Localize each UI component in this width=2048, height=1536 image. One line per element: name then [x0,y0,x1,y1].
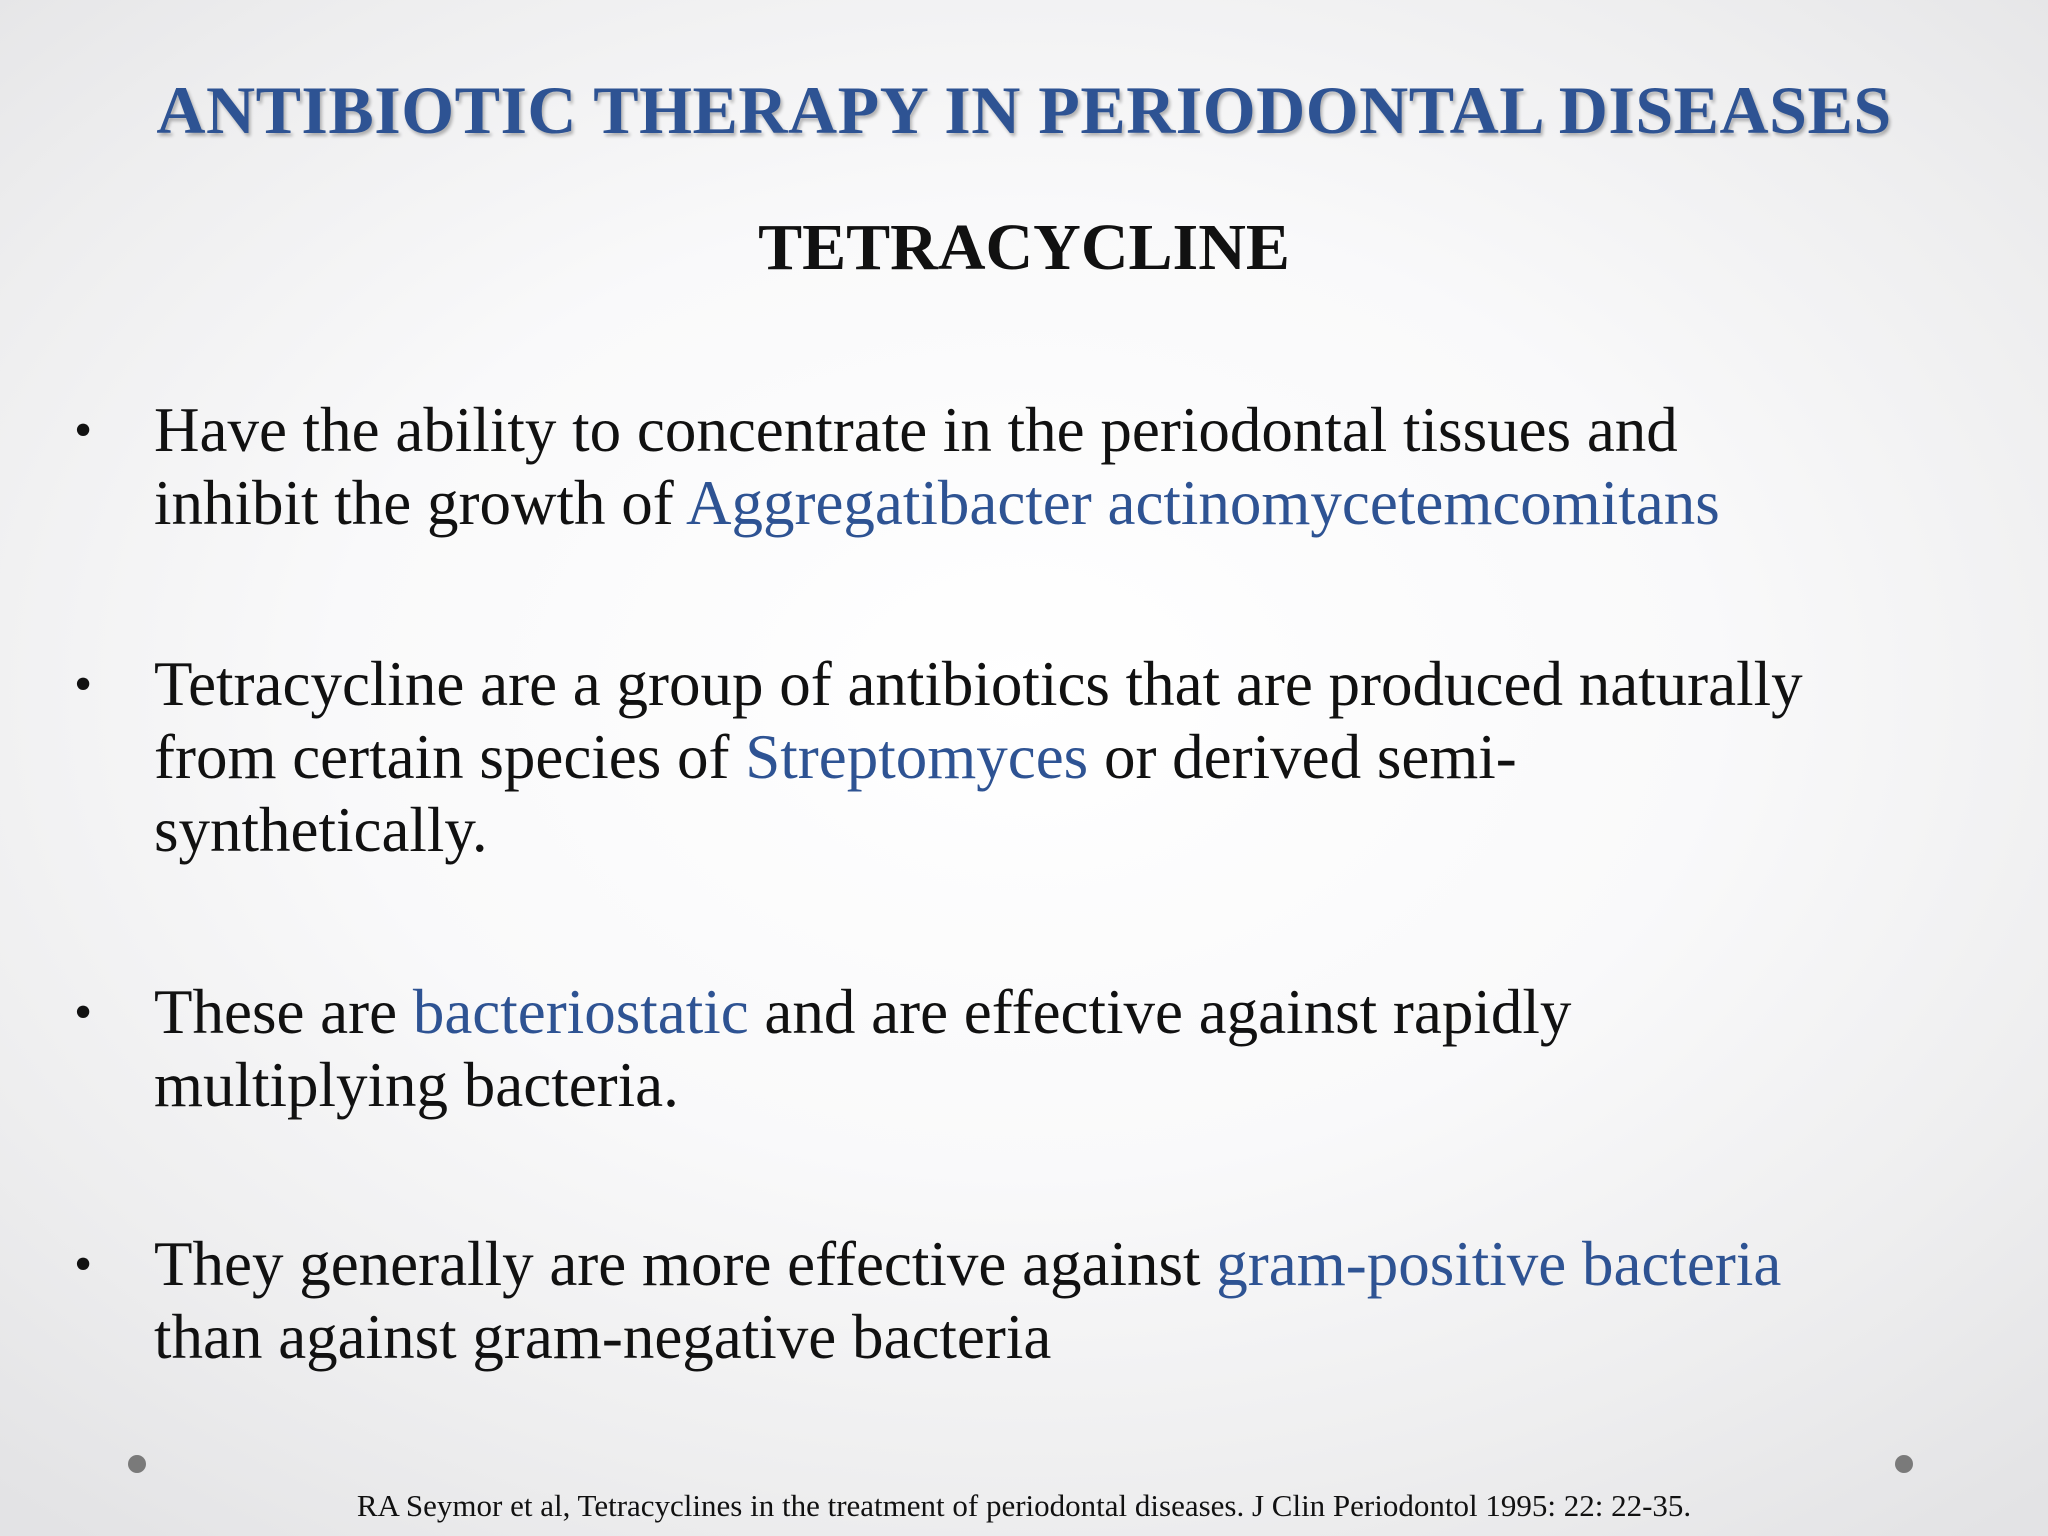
bullet-dot-icon: • [74,402,93,459]
bullet-dot-icon: • [74,656,93,713]
bullet-text-segment: They generally are more effective against [154,1229,1217,1299]
bullet-line: multiplying bacteria. [154,1050,679,1120]
bullet-line: Have the ability to concentrate in the periodontal tissues and [154,395,1678,465]
bullet-line [154,1228,2014,1301]
highlighted-term: Aggregatibacter actinomycetemcomitans [685,468,1720,538]
highlighted-term: Streptomyces [745,722,1089,792]
bullet-text-segment: inhibit the growth of [154,468,686,538]
highlighted-term: gram-positive bacteria [1216,1229,1782,1299]
bullet-line [154,721,2014,794]
bullet-text-segment: and are effective against rapidly [748,977,1572,1047]
bullet-line [154,976,2014,1049]
citation-footer: RA Seymor et al, Tetracyclines in the treatment of periodontal diseases. J Clin Periodontol 1995: 22: 22-35. [356,1488,1692,1523]
slide-subtitle: TETRACYCLINE [758,211,1290,284]
bullet-line: Tetracycline are a group of antibiotics that are produced naturally [154,649,1803,719]
bullet-text-segment: from certain species of [154,722,746,792]
highlighted-term: bacteriostatic [412,977,749,1047]
bullet-text-segment: These are [154,977,413,1047]
bullet-dot-icon: • [74,1236,93,1293]
decorative-dot-left-icon [128,1455,146,1473]
bullet-text [154,648,2014,867]
bullet-text [154,1228,2014,1374]
bullet-line: synthetically. [154,795,488,865]
slide-title: ANTIBIOTIC THERAPY IN PERIODONTAL DISEASES [156,72,1892,148]
decorative-dot-right-icon [1895,1455,1913,1473]
bullet-line [154,467,2014,540]
bullet-text-segment: or derived semi- [1088,722,1517,792]
bullet-line: than against gram-negative bacteria [154,1302,1052,1372]
bullet-dot-icon: • [74,984,93,1041]
bullet-text [154,394,2014,540]
bullet-text [154,976,2014,1122]
